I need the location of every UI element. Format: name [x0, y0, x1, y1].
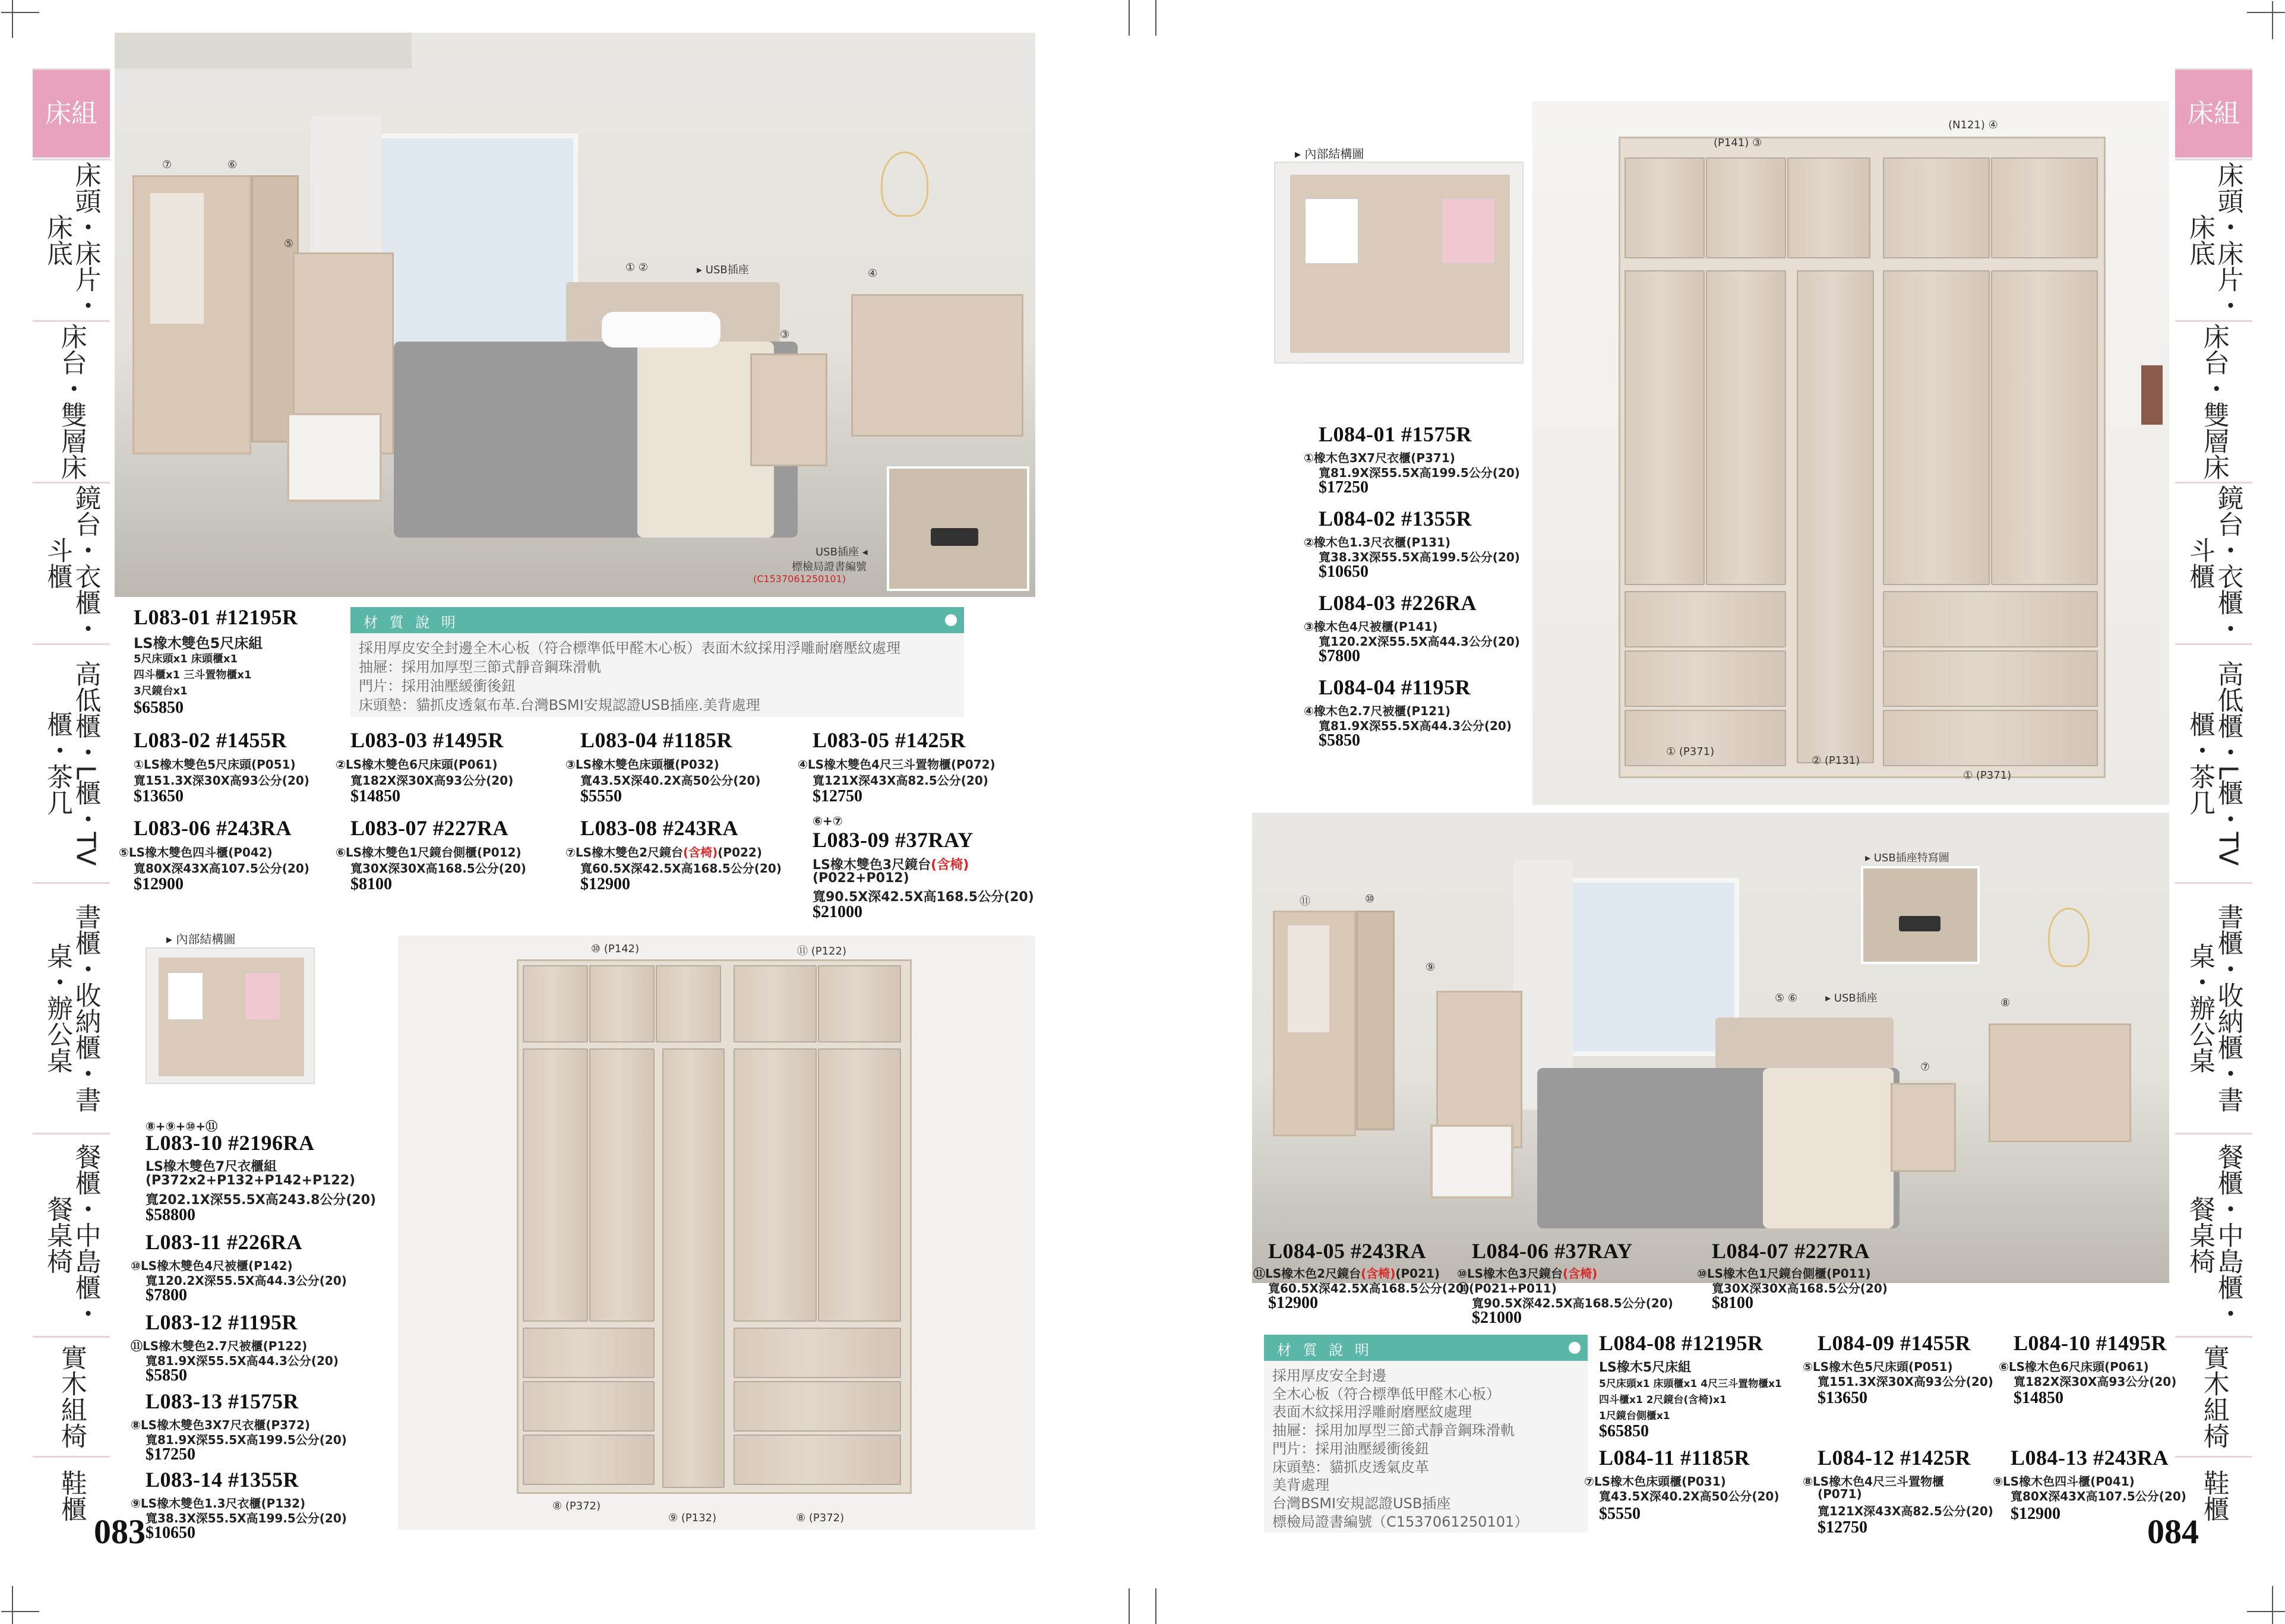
vanity-mirror — [150, 193, 204, 324]
door-panel — [1883, 270, 1990, 585]
bedroom-photo-2 — [1252, 813, 2169, 1283]
material-description — [1264, 1335, 1588, 1533]
ceiling — [115, 33, 412, 68]
material-title: 材 質 說 明 — [350, 607, 964, 633]
shirt — [245, 972, 280, 1020]
product-detail: ⑦LS橡木雙色2尺鏡台(含椅)(P022) — [565, 845, 762, 860]
product-detail: 寬121X深43X高82.5公分(20) — [1818, 1504, 1993, 1518]
tab-bed-set[interactable]: 床組 — [33, 68, 110, 157]
product-price: $5850 — [146, 1366, 187, 1385]
product-price: $5550 — [580, 787, 622, 805]
product-detail: 寬81.9X深55.5X高44.3公分(20) — [1319, 719, 1512, 733]
product-detail: 5尺床頭x1 床頭櫃x1 — [134, 653, 238, 665]
product-code: L084-09 #1455R — [1818, 1331, 1971, 1355]
product-detail: 寬30X深30X高168.5公分(20) — [1712, 1281, 1888, 1296]
door-panel — [1797, 270, 1874, 763]
tab-dining[interactable]: 餐櫃・中島櫃・餐桌椅 — [33, 1133, 110, 1335]
product-code: L083-11 #226RA — [146, 1230, 303, 1254]
callout-5-6: ⑤ ⑥ — [1775, 992, 1797, 1004]
callout-8: ⑧ — [2000, 997, 2011, 1009]
pendant-lamp — [2048, 908, 2090, 967]
material-title: 材 質 說 明 — [1264, 1335, 1588, 1361]
crop-mark — [1129, 0, 1130, 36]
product-detail: ⑤LS橡木色5尺床頭(P051) — [1803, 1360, 1953, 1374]
callout: ② (P131) — [1812, 754, 1860, 767]
product-detail: ⑧LS橡木色4尺三斗置物櫃 — [1803, 1474, 1944, 1489]
crop-mark — [12, 0, 13, 38]
arrow-right-icon: ▸ — [1825, 992, 1834, 1004]
product-detail: 寬90.5X深42.5X高168.5公分(20) — [1472, 1296, 1673, 1310]
cert-label: 標檢局證書編號 — [792, 561, 867, 573]
door-panel — [1706, 270, 1786, 585]
vanity-side-cabinet — [251, 175, 299, 443]
product-detail: 1尺鏡台側櫃x1 — [1599, 1410, 1670, 1422]
product-price: $8100 — [350, 875, 392, 893]
product-code: L083-01 #12195R — [134, 605, 298, 629]
product-price: $7800 — [146, 1286, 187, 1304]
door-panel — [1991, 157, 2098, 258]
drawer — [1625, 591, 1786, 647]
door-panel — [1625, 157, 1705, 258]
product-detail: 四斗櫃x1 2尺鏡台(含椅)x1 — [1599, 1394, 1727, 1406]
product-code: L084-13 #243RA — [2011, 1446, 2169, 1470]
product-price: $17250 — [1319, 478, 1369, 497]
tab-bookcase[interactable]: 書櫃・收納櫃・書桌・辦公桌 — [2175, 882, 2252, 1132]
material-line: 採用厚皮安全封邊 — [1272, 1367, 1386, 1384]
door-panel — [1706, 157, 1786, 258]
product-price: $5550 — [1599, 1505, 1641, 1523]
inner-structure-image — [146, 947, 315, 1084]
shirt — [1305, 198, 1358, 264]
crop-mark — [12, 1586, 13, 1624]
tab-bed-set[interactable]: 床組 — [2175, 68, 2252, 157]
product-code: L083-10 #2196RA — [146, 1131, 315, 1155]
product-code: L084-12 #1425R — [1818, 1446, 1971, 1470]
product-code: L083-04 #1185R — [580, 728, 733, 752]
product-detail: 5尺床頭x1 床頭櫃x1 4尺三斗置物櫃x1 — [1599, 1378, 1782, 1390]
nightstand — [750, 353, 827, 466]
vanity-side-cabinet — [1356, 911, 1395, 1130]
drawer — [1625, 650, 1786, 707]
product-price: $65850 — [134, 699, 184, 717]
window — [1561, 878, 1739, 1056]
callout-7: ⑦ — [162, 159, 172, 171]
product-detail: ②橡木色1.3尺衣櫃(P131) — [1304, 535, 1451, 549]
product-detail: LS橡木雙色7尺衣櫃組 — [146, 1159, 277, 1174]
page-number: 083 — [94, 1512, 146, 1551]
crop-mark — [1, 12, 39, 13]
product-code: L084-03 #226RA — [1319, 591, 1477, 615]
product-price: $14850 — [2014, 1389, 2063, 1407]
drawer — [734, 1381, 901, 1432]
product-code: L083-06 #243RA — [134, 816, 292, 840]
product-detail: ⑨LS橡木色四斗櫃(P041) — [1993, 1474, 2135, 1489]
tab-wood-chair[interactable]: 實木組椅 — [33, 1336, 110, 1455]
product-price: $21000 — [1472, 1309, 1522, 1327]
product-name: LS橡木5尺床組 — [1599, 1360, 1692, 1375]
product-detail: ⑧LS橡木雙色3X7尺衣櫃(P372) — [131, 1418, 311, 1432]
product-price: $12900 — [134, 875, 184, 893]
product-code: L084-02 #1355R — [1319, 507, 1472, 530]
tab-bookcase[interactable]: 書櫃・收納櫃・書桌・辦公桌 — [33, 882, 110, 1132]
door-panel — [656, 965, 721, 1042]
product-detail: 3尺鏡台x1 — [134, 685, 188, 697]
inner-structure-image — [1274, 162, 1524, 364]
door-panel — [662, 1048, 725, 1488]
product-detail: ③LS橡木雙色床頭櫃(P032) — [565, 757, 719, 772]
product-code: L084-06 #37RAY — [1472, 1239, 1633, 1263]
callout-5: ⑤ — [284, 238, 294, 250]
product-price: $17250 — [146, 1445, 195, 1464]
product-detail: LS橡木雙色3尺鏡台(含椅) — [813, 858, 969, 873]
callout-6: ⑥ — [227, 159, 238, 171]
product-price: $7800 — [1319, 647, 1360, 665]
pillow — [602, 312, 720, 347]
product-detail: 寬80X深43X高107.5公分(20) — [134, 861, 309, 876]
vanity-mirror — [1288, 925, 1329, 1032]
drawer — [523, 1381, 655, 1432]
tab-shoe-cabinet[interactable]: 鞋櫃 — [2175, 1456, 2252, 1533]
door-panel — [523, 965, 588, 1042]
door-panel — [589, 965, 655, 1042]
product-code: L084-07 #227RA — [1712, 1239, 1870, 1263]
tab-dining[interactable]: 餐櫃・中島櫃・餐桌椅 — [2175, 1133, 2252, 1335]
door-panel — [1883, 157, 1990, 258]
callout-usb-closeup: ▸ USB插座特寫圖 — [1865, 852, 1949, 864]
combo-label: ⑥+⑦ — [813, 814, 843, 828]
tab-headboard[interactable]: 床頭・床片・床底 — [33, 159, 110, 319]
stool — [1430, 1124, 1513, 1199]
material-line: 床頭墊：貓抓皮透氣布革.台灣BSMI安規認證USB插座.美背處理 — [359, 696, 760, 713]
crop-mark — [2247, 1611, 2285, 1612]
product-detail: 寬182X深30X高93公分(20) — [350, 773, 514, 788]
product-code: L084-01 #1575R — [1319, 422, 1472, 446]
product-price: $12900 — [1268, 1294, 1318, 1312]
product-detail: ⑪(P021+P011) — [1457, 1281, 1557, 1296]
drawer — [1883, 710, 2098, 766]
product-code: L084-08 #12195R — [1599, 1331, 1763, 1355]
product-detail: ④LS橡木雙色4尺三斗置物櫃(P072) — [798, 757, 995, 772]
product-detail: 寬80X深43X高107.5公分(20) — [2011, 1489, 2186, 1503]
wardrobe-photo-left — [398, 936, 1035, 1530]
product-detail: ⑩LS橡木色3尺鏡台(含椅) — [1457, 1266, 1598, 1281]
door-panel — [1625, 270, 1705, 585]
product-detail: ③橡木色4尺被櫃(P141) — [1304, 620, 1438, 634]
product-detail: 寬151.3X深30X高93公分(20) — [134, 773, 309, 788]
callout-usb: ▸ USB插座 — [1825, 992, 1878, 1004]
door-panel — [818, 965, 901, 1042]
pendant-lamp — [881, 151, 928, 217]
callout-7: ⑦ — [1920, 1061, 1930, 1073]
material-line: 全木心板（符合標準低甲醛木心板） — [1272, 1385, 1500, 1402]
product-code: L083-05 #1425R — [813, 728, 966, 752]
product-price: $13650 — [134, 787, 184, 805]
door-panel — [1991, 270, 2098, 585]
callout-usb: ▸ USB插座 — [697, 264, 749, 276]
window — [364, 134, 578, 359]
material-line: 抽屜：採用加厚型三節式靜音鋼珠滑軌 — [1272, 1422, 1515, 1439]
product-detail: 寬30X深30X高168.5公分(20) — [350, 861, 526, 876]
door-panel — [734, 965, 817, 1042]
callout-11: ⑪ — [1300, 895, 1310, 908]
callout: ① (P371) — [1963, 769, 2012, 782]
product-code: L084-05 #243RA — [1268, 1239, 1426, 1263]
material-line: 門片：採用油壓緩衝後鈕 — [1272, 1440, 1429, 1457]
product-detail: 寬81.9X深55.5X高199.5公分(20) — [1319, 466, 1520, 480]
product-price: $10650 — [146, 1524, 195, 1542]
product-code: L083-03 #1495R — [350, 728, 504, 752]
product-detail: 寬38.3X深55.5X高199.5公分(20) — [146, 1511, 347, 1525]
product-detail: ④橡木色2.7尺被櫃(P121) — [1304, 704, 1451, 718]
callout-3: ③ — [780, 328, 790, 341]
product-detail: ⑪LS橡木色2尺鏡台(含椅)(P021) — [1253, 1266, 1440, 1281]
tab-tv-cabinet[interactable]: 高低櫃・L櫃・TV櫃・茶几 — [2175, 643, 2252, 881]
product-detail: ②LS橡木雙色6尺床頭(P061) — [336, 757, 498, 772]
crop-mark — [1129, 1588, 1130, 1624]
product-price: $10650 — [1319, 563, 1369, 581]
product-detail: ⑩LS橡木雙色4尺被櫃(P142) — [131, 1259, 293, 1273]
inner-structure-label: ▸ 內部結構圖 — [1295, 147, 1364, 161]
shirt — [1442, 198, 1495, 264]
three-drawer-cabinet — [1989, 1023, 2131, 1142]
product-price: $12750 — [1818, 1518, 1867, 1537]
product-detail: 四斗櫃x1 三斗置物櫃x1 — [134, 669, 252, 681]
product-name: LS橡木雙色5尺床組 — [134, 635, 263, 652]
product-code: L083-09 #37RAY — [813, 828, 974, 852]
product-price: $65850 — [1599, 1422, 1649, 1440]
product-detail: 寬81.9X深55.5X高44.3公分(20) — [146, 1354, 339, 1368]
product-price: $14850 — [350, 787, 400, 805]
stool — [287, 413, 382, 502]
drawer — [734, 1435, 901, 1485]
material-line: 標檢局證書編號（C1537061250101） — [1272, 1513, 1529, 1530]
usb-inset — [887, 466, 1029, 591]
product-detail: ⑨LS橡木雙色1.3尺衣櫃(P132) — [131, 1496, 306, 1511]
product-price: $13650 — [1818, 1389, 1867, 1407]
material-description — [350, 607, 964, 717]
material-line: 採用厚皮安全封邊全木心板（符合標準低甲醛木心板）表面木紋採用浮雕耐磨壓紋處理 — [359, 640, 900, 656]
crop-mark — [2247, 12, 2285, 13]
callout: ⑪ (P122) — [797, 945, 846, 958]
crop-mark — [2272, 1586, 2273, 1624]
door-panel — [589, 1048, 655, 1322]
product-detail: ⑥LS橡木雙色1尺鏡台側櫃(P012) — [336, 845, 522, 860]
shirt — [167, 972, 203, 1020]
product-detail: 寬120.2X深55.5X高44.3公分(20) — [146, 1274, 347, 1288]
product-detail: ⑤LS橡木雙色四斗櫃(P042) — [119, 845, 273, 860]
tab-headboard[interactable]: 床頭・床片・床底 — [2175, 159, 2252, 319]
product-price: $12900 — [2011, 1505, 2060, 1523]
product-detail: 寬120.2X深55.5X高44.3公分(20) — [1319, 634, 1520, 649]
cert-number: (C1537061250101) — [753, 573, 846, 584]
product-detail: ⑦LS橡木色床頭櫃(P031) — [1584, 1474, 1726, 1489]
door-panel — [818, 1048, 901, 1322]
inner-structure-label: ▸ 內部結構圖 — [166, 932, 236, 946]
usb-closeup-inset — [1861, 866, 1980, 964]
three-drawer-cabinet — [851, 294, 1023, 437]
product-code: L084-11 #1185R — [1599, 1446, 1750, 1470]
callout-1-2: ① ② — [625, 261, 648, 274]
callout: ⑨ (P132) — [668, 1512, 717, 1524]
callout-usb-2: USB插座 ◂ — [816, 546, 868, 558]
product-detail: 寬81.9X深55.5X高199.5公分(20) — [146, 1433, 347, 1447]
nightstand — [1891, 1083, 1956, 1172]
blanket — [1763, 1068, 1894, 1228]
callout-9: ⑨ — [1426, 961, 1436, 974]
crop-mark — [1155, 0, 1156, 36]
material-line: 門片：採用油壓緩衝後鈕 — [359, 677, 516, 694]
callout: ⑧ (P372) — [552, 1500, 601, 1512]
product-detail: ①LS橡木雙色5尺床頭(P051) — [134, 757, 296, 772]
product-code: L083-02 #1455R — [134, 728, 287, 752]
arrow-left-icon: ◂ — [858, 546, 868, 558]
product-code: L083-13 #1575R — [146, 1389, 299, 1413]
tab-shoe-cabinet[interactable]: 鞋櫃 — [33, 1456, 110, 1533]
product-detail: (P022+P012) — [813, 871, 909, 886]
callout: ① (P371) — [1666, 745, 1715, 758]
tab-tv-cabinet[interactable]: 高低櫃・L櫃・TV櫃・茶几 — [33, 643, 110, 881]
product-detail: 寬182X深30X高93公分(20) — [2014, 1375, 2177, 1389]
material-line: 美背處理 — [1272, 1477, 1329, 1494]
product-detail: (P071) — [1818, 1487, 1862, 1501]
product-price: $21000 — [813, 903, 862, 921]
bedroom-photo-1 — [115, 33, 1035, 597]
product-price: $8100 — [1712, 1294, 1753, 1312]
wall-decor — [2141, 365, 2163, 425]
product-code: L083-14 #1355R — [146, 1468, 299, 1492]
product-detail: ⑩LS橡木色1尺鏡台側櫃(P011) — [1697, 1266, 1871, 1281]
tab-wood-chair[interactable]: 實木組椅 — [2175, 1336, 2252, 1455]
material-line: 床頭墊：貓抓皮透氣皮革 — [1272, 1458, 1429, 1475]
product-detail: 寬90.5X深42.5X高168.5公分(20) — [813, 890, 1034, 905]
wardrobe-photo-right — [1532, 101, 2169, 805]
product-code: L083-07 #227RA — [350, 816, 508, 840]
door-panel — [734, 1048, 817, 1322]
combo-label: ⑧+⑨+⑩+⑪ — [146, 1119, 218, 1133]
callout: ⑧ (P372) — [796, 1512, 845, 1524]
product-code: L083-12 #1195R — [146, 1310, 298, 1334]
callout-4: ④ — [868, 267, 878, 280]
product-detail: ⑥LS橡木色6尺床頭(P061) — [1999, 1360, 2149, 1374]
drawer — [523, 1435, 655, 1485]
product-detail: ①橡木色3X7尺衣櫃(P371) — [1304, 451, 1455, 465]
callout-10: ⑩ — [1365, 893, 1375, 905]
drawer — [734, 1328, 901, 1378]
product-price: $12900 — [580, 875, 630, 893]
usb-socket — [931, 528, 978, 546]
page-number: 084 — [2147, 1512, 2199, 1551]
product-detail: 寬60.5X深42.5X高168.5公分(20) — [1268, 1281, 1469, 1296]
product-price: $58800 — [146, 1206, 195, 1224]
product-price: $12750 — [813, 787, 862, 805]
tab-bed-frame[interactable]: 床台・雙層床 — [33, 320, 110, 481]
tab-dresser-wardrobe[interactable]: 鏡台・衣櫃・斗櫃 — [33, 482, 110, 642]
product-detail: 寬60.5X深42.5X高168.5公分(20) — [580, 861, 782, 876]
crop-mark — [1155, 1588, 1156, 1624]
tab-bed-frame[interactable]: 床台・雙層床 — [2175, 320, 2252, 481]
product-code: L084-10 #1495R — [2014, 1331, 2167, 1355]
product-detail: 寬38.3X深55.5X高199.5公分(20) — [1319, 550, 1520, 564]
drawer — [1883, 650, 2098, 707]
crop-mark — [2272, 1, 2273, 39]
product-detail: 寬43.5X深40.2X高50公分(20) — [580, 773, 761, 788]
product-detail: 寬202.1X深55.5X高243.8公分(20) — [146, 1193, 377, 1208]
callout: (P141) ③ — [1714, 137, 1762, 149]
usb-socket — [1899, 916, 1940, 931]
drawer — [523, 1328, 655, 1378]
product-detail: 寬121X深43X高82.5公分(20) — [813, 773, 988, 788]
product-detail: ⑪LS橡木雙色2.7尺被櫃(P122) — [131, 1339, 308, 1353]
material-line: 表面木紋採用浮雕耐磨壓紋處理 — [1272, 1404, 1472, 1421]
product-detail: (P372x2+P132+P142+P122) — [146, 1173, 356, 1188]
material-line: 抽屜：採用加厚型三節式靜音鋼珠滑軌 — [359, 658, 601, 675]
arrow-right-icon: ▸ — [697, 264, 706, 276]
tab-dresser-wardrobe[interactable]: 鏡台・衣櫃・斗櫃 — [2175, 482, 2252, 642]
product-detail: 寬151.3X深30X高93公分(20) — [1818, 1375, 1993, 1389]
crop-mark — [1, 1611, 39, 1612]
product-code: L084-04 #1195R — [1319, 675, 1471, 699]
product-detail: 寬43.5X深40.2X高50公分(20) — [1599, 1489, 1780, 1503]
material-line: 台灣BSMI安規認證USB插座 — [1272, 1495, 1451, 1512]
door-panel — [1787, 157, 1870, 258]
drawer — [1883, 591, 2098, 647]
door-panel — [523, 1048, 588, 1322]
callout: (N121) ④ — [1948, 119, 1998, 131]
product-code: L083-08 #243RA — [580, 816, 738, 840]
callout: ⑩ (P142) — [591, 943, 640, 955]
product-price: $5850 — [1319, 731, 1360, 750]
